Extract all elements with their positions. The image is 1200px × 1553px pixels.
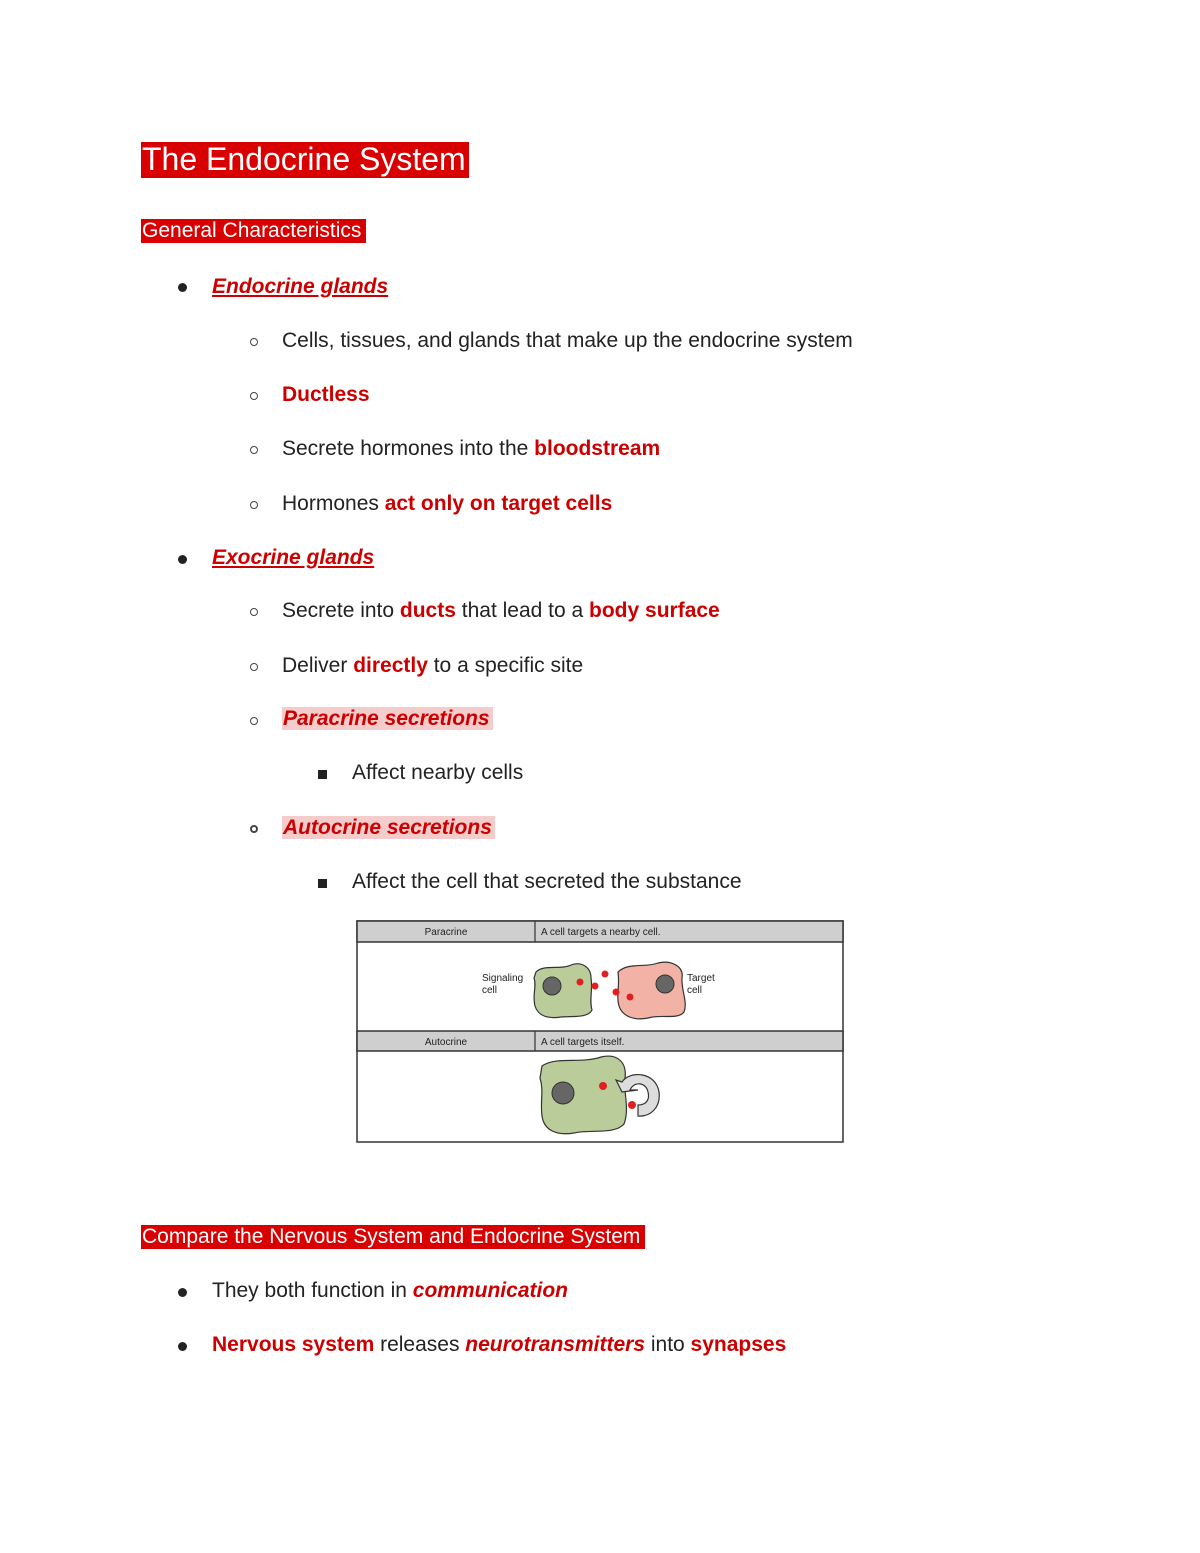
sub-bullet-icon (250, 446, 258, 454)
paracrine-subitem: Affect nearby cells (352, 761, 524, 784)
signaling-nucleus (543, 977, 561, 995)
molecule (627, 994, 634, 1001)
endocrine-item (282, 490, 612, 518)
emphasis-span: body surface (589, 599, 720, 622)
endocrine-item: Ductless (282, 383, 370, 406)
square-bullet-icon (318, 770, 327, 779)
autocrine-subitem: Affect the cell that secreted the substance (352, 870, 742, 893)
sub-bullet-icon (250, 338, 258, 346)
sub-bullet-icon (250, 663, 258, 671)
target-nucleus (656, 975, 674, 993)
autocrine-header-label: Autocrine (424, 1037, 468, 1048)
text-span: into (645, 1333, 691, 1356)
bullet-icon (178, 555, 187, 564)
sub-bullet-icon (250, 717, 258, 725)
section-heading-general: General Characteristics (141, 219, 366, 243)
text-span: Secrete hormones into the (282, 437, 535, 460)
emphasis-span: directly (353, 654, 428, 677)
endocrine-item: Cells, tissues, and glands that make up the endocrine system (282, 329, 853, 352)
autocrine-item (282, 814, 495, 842)
section-heading-compare: Compare the Nervous System and Endocrine System (141, 1225, 645, 1249)
bullet-icon (178, 1288, 187, 1297)
page-title: The Endocrine System (141, 142, 469, 178)
sub-bullet-icon (250, 608, 258, 616)
molecule (602, 971, 609, 978)
exocrine-item (282, 652, 583, 680)
text-span: They both function in (212, 1279, 413, 1302)
compare-item (212, 1277, 568, 1305)
sub-bullet-icon (250, 825, 258, 833)
bullet-icon (178, 1342, 187, 1351)
molecule (599, 1082, 607, 1090)
paracrine-header-label: Paracrine (424, 927, 468, 938)
molecule (592, 983, 599, 990)
emphasis-span: act only on target cells (384, 492, 613, 515)
emphasis-span: ducts (399, 599, 456, 622)
signaling-label-2: cell (482, 985, 498, 996)
text-span: releases (374, 1333, 466, 1356)
text-span: Deliver (282, 654, 354, 677)
endocrine-heading: Endocrine glands (212, 275, 389, 298)
sub-bullet-icon (250, 501, 258, 509)
autocrine-header-desc: A cell targets itself. (541, 1037, 625, 1048)
text-span: that lead to a (455, 599, 590, 622)
target-label-1: Target (687, 973, 715, 984)
emphasis-span: bloodstream (534, 437, 661, 460)
target-cell (618, 962, 685, 1019)
bullet-icon (178, 283, 187, 292)
emphasis-span: neurotransmitters (465, 1333, 646, 1356)
emphasis-span: communication (412, 1279, 568, 1302)
molecule (613, 989, 620, 996)
paracrine-label: Paracrine secretions (282, 707, 493, 730)
emphasis-span: Nervous system (212, 1333, 375, 1356)
autocrine-nucleus (552, 1082, 574, 1104)
autocrine-label: Autocrine secretions (282, 816, 495, 839)
text-span: to a specific site (427, 654, 584, 677)
signaling-label-1: Signaling (482, 973, 524, 984)
paracrine-autocrine-diagram (356, 920, 844, 1143)
text-span: Hormones (282, 492, 385, 515)
molecule (628, 1101, 636, 1109)
paracrine-header-desc: A cell targets a nearby cell. (541, 927, 661, 938)
endocrine-item (282, 435, 660, 463)
molecule (577, 979, 584, 986)
emphasis-span: synapses (690, 1333, 787, 1356)
square-bullet-icon (318, 879, 327, 888)
exocrine-item (282, 597, 720, 625)
sub-bullet-icon (250, 392, 258, 400)
paracrine-item (282, 705, 493, 733)
text-span: Secrete into (282, 599, 400, 622)
compare-item (212, 1331, 786, 1359)
target-label-2: cell (687, 985, 703, 996)
exocrine-heading: Exocrine glands (212, 546, 375, 569)
signaling-cell (534, 964, 592, 1018)
